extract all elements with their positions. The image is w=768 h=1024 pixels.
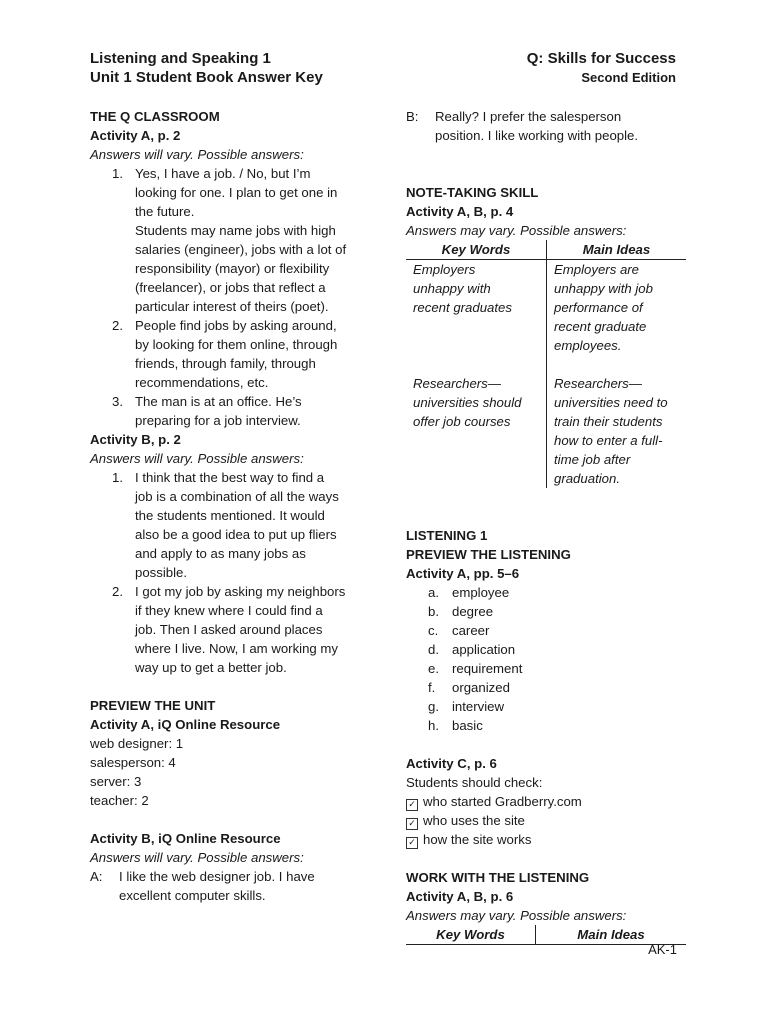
item-letter: h. (428, 718, 439, 733)
vocab-word: employee (452, 585, 510, 600)
answer-line: salaries (engineer), jobs with a lot of (135, 242, 347, 257)
cell-line: how to enter a full- (554, 433, 663, 448)
cell-line: unhappy with (413, 281, 491, 296)
series-title: Q: Skills for Success (526, 50, 676, 67)
job-match-item: web designer: 1 (90, 736, 184, 751)
dialog-b-label: B: (406, 109, 419, 124)
answer-line: preparing for a job interview. (135, 413, 301, 428)
item-letter: e. (428, 661, 439, 676)
answer-item (90, 392, 362, 430)
key-words-cell (406, 260, 547, 356)
item-number: 3. (112, 394, 123, 409)
work-listening-table (406, 925, 686, 945)
table-row (406, 260, 686, 356)
cell-line: Employers are (554, 262, 640, 277)
dialog-line: Really? I prefer the salesperson (435, 109, 622, 124)
dialog-a-label: A: (90, 869, 103, 884)
checklist-item (406, 830, 686, 849)
dialog-line: I like the web designer job. I have (119, 869, 315, 884)
item-letter: b. (428, 604, 439, 619)
answer-line: responsibility (mayor) or flexibility (135, 261, 330, 276)
section-preview-unit: PREVIEW THE UNIT (90, 698, 216, 713)
activity-b-iq-note: Answers will vary. Possible answers: (90, 850, 304, 865)
vocab-item (406, 602, 686, 621)
item-letter: c. (428, 623, 439, 638)
item-letter: d. (428, 642, 439, 657)
answer-line: also be a good idea to put up fliers (135, 527, 337, 542)
activity-a-answers (90, 164, 362, 430)
cell-line: offer job courses (413, 414, 511, 429)
answer-item (90, 164, 362, 316)
vocab-item (406, 659, 686, 678)
answer-item (90, 582, 362, 677)
vocab-item (406, 716, 686, 735)
cell-line: unhappy with job (554, 281, 653, 296)
activity-b-iq-heading: Activity B, iQ Online Resource (90, 831, 281, 846)
item-letter: a. (428, 585, 439, 600)
cell-line: recent graduates (413, 300, 512, 315)
checklist-item (406, 811, 686, 830)
unit-title: Unit 1 Student Book Answer Key (90, 69, 323, 86)
checklist-item (406, 792, 686, 811)
header-left (90, 49, 323, 87)
cell-line: recent graduate (554, 319, 647, 334)
cell-line: universities need to (554, 395, 668, 410)
vocab-word: career (452, 623, 490, 638)
dialog-a (90, 867, 362, 905)
answer-line: friends, through family, through (135, 356, 316, 371)
answer-line: I think that the best way to find a (135, 470, 325, 485)
table-row (406, 355, 686, 488)
answer-line: looking for one. I plan to get one in (135, 185, 338, 200)
job-match-item: server: 3 (90, 774, 142, 789)
cell-line: time job after (554, 452, 631, 467)
answer-line: Yes, I have a job. / No, but I’m (135, 166, 311, 181)
vocab-item (406, 678, 686, 697)
note-taking-table (406, 240, 686, 488)
activity-a-heading: Activity A, p. 2 (90, 128, 181, 143)
item-number: 2. (112, 584, 123, 599)
answer-line: if they knew where I could find a (135, 603, 323, 618)
header-right (527, 49, 676, 87)
checkbox-checked-icon: ✓ (406, 837, 418, 849)
cell-line: universities should (413, 395, 522, 410)
vocab-item (406, 621, 686, 640)
vocab-word: organized (452, 680, 510, 695)
answer-line: I got my job by asking my neighbors (135, 584, 346, 599)
activity-a-iq-heading: Activity A, iQ Online Resource (90, 717, 281, 732)
vocab-item (406, 697, 686, 716)
main-ideas-cell (547, 355, 687, 488)
checklist-label: who uses the site (423, 813, 525, 828)
dialog-line: excellent computer skills. (119, 888, 266, 903)
activity-b-note: Answers will vary. Possible answers: (90, 451, 304, 466)
item-number: 1. (112, 470, 123, 485)
main-ideas-header: Main Ideas (547, 240, 687, 260)
activity-c-heading: Activity C, p. 6 (406, 756, 497, 771)
item-letter: f. (428, 680, 436, 695)
cell-line: performance of (554, 300, 643, 315)
answer-line: The man is at an office. He’s (135, 394, 302, 409)
activity-a-note: Answers will vary. Possible answers: (90, 147, 304, 162)
cell-line: employees. (554, 338, 622, 353)
cell-line: Researchers— (554, 376, 642, 391)
checklist-label: how the site works (423, 832, 532, 847)
key-words-header: Key Words (406, 925, 536, 945)
section-preview-listening: PREVIEW THE LISTENING (406, 547, 571, 562)
checkbox-checked-icon: ✓ (406, 799, 418, 811)
checklist (406, 792, 686, 849)
vocab-word: requirement (452, 661, 523, 676)
activity-c-note: Students should check: (406, 775, 543, 790)
right-column (406, 107, 686, 945)
item-number: 1. (112, 166, 123, 181)
answer-line: way up to get a better job. (135, 660, 287, 675)
key-words-cell (406, 355, 547, 488)
answer-line: job. Then I asked around places (135, 622, 323, 637)
dialog-a-text (119, 867, 362, 905)
answer-line: recommendations, etc. (135, 375, 269, 390)
job-match-list (90, 734, 362, 810)
item-number: 2. (112, 318, 123, 333)
note-taking-activity-heading: Activity A, B, p. 4 (406, 204, 514, 219)
answer-item (90, 468, 362, 582)
vocab-item (406, 640, 686, 659)
job-match-item: teacher: 2 (90, 793, 149, 808)
edition-label: Second Edition (581, 70, 676, 85)
section-work-listening: WORK WITH THE LISTENING (406, 870, 590, 885)
section-note-taking: NOTE-TAKING SKILL (406, 185, 539, 200)
answer-line: the students mentioned. It would (135, 508, 325, 523)
main-ideas-cell (547, 260, 687, 356)
checkbox-checked-icon: ✓ (406, 818, 418, 830)
item-letter: g. (428, 699, 439, 714)
answer-line: People find jobs by asking around, (135, 318, 337, 333)
job-match-item: salesperson: 4 (90, 755, 176, 770)
vocab-word: application (452, 642, 516, 657)
dialog-b (406, 107, 686, 145)
answer-line: the future. (135, 204, 195, 219)
answer-item (90, 316, 362, 392)
checklist-label: who started Gradberry.com (423, 794, 582, 809)
answer-line: and apply to as many jobs as (135, 546, 306, 561)
dialog-line: position. I like working with people. (435, 128, 639, 143)
left-column (90, 107, 362, 905)
work-listening-note: Answers may vary. Possible answers: (406, 908, 627, 923)
course-title: Listening and Speaking 1 (90, 50, 271, 67)
work-listening-activity-heading: Activity A, B, p. 6 (406, 889, 514, 904)
main-ideas-header: Main Ideas (536, 925, 687, 945)
answer-line: by looking for them online, through (135, 337, 338, 352)
vocab-word: degree (452, 604, 494, 619)
section-listening-1: LISTENING 1 (406, 528, 488, 543)
section-q-classroom: THE Q CLASSROOM (90, 109, 220, 124)
cell-line: Employers (413, 262, 476, 277)
vocab-word: basic (452, 718, 483, 733)
answer-line: (freelancer), or jobs that reflect a (135, 280, 326, 295)
cell-line: graduation. (554, 471, 620, 486)
vocab-item (406, 583, 686, 602)
answer-line: particular interest of theirs (poet). (135, 299, 329, 314)
page-number: AK-1 (648, 942, 677, 957)
note-taking-note: Answers may vary. Possible answers: (406, 223, 627, 238)
answer-line: possible. (135, 565, 188, 580)
key-words-header: Key Words (406, 240, 547, 260)
dialog-b-text (435, 107, 686, 145)
activity-b-answers (90, 468, 362, 677)
vocab-word: interview (452, 699, 505, 714)
answer-line: job is a combination of all the ways (135, 489, 339, 504)
cell-line: train their students (554, 414, 663, 429)
cell-line: Researchers— (413, 376, 501, 391)
answer-line: where I live. Now, I am working my (135, 641, 339, 656)
preview-listening-activity-heading: Activity A, pp. 5–6 (406, 566, 520, 581)
answer-line: Students may name jobs with high (135, 223, 336, 238)
vocabulary-answers (406, 583, 686, 735)
activity-b-heading: Activity B, p. 2 (90, 432, 181, 447)
